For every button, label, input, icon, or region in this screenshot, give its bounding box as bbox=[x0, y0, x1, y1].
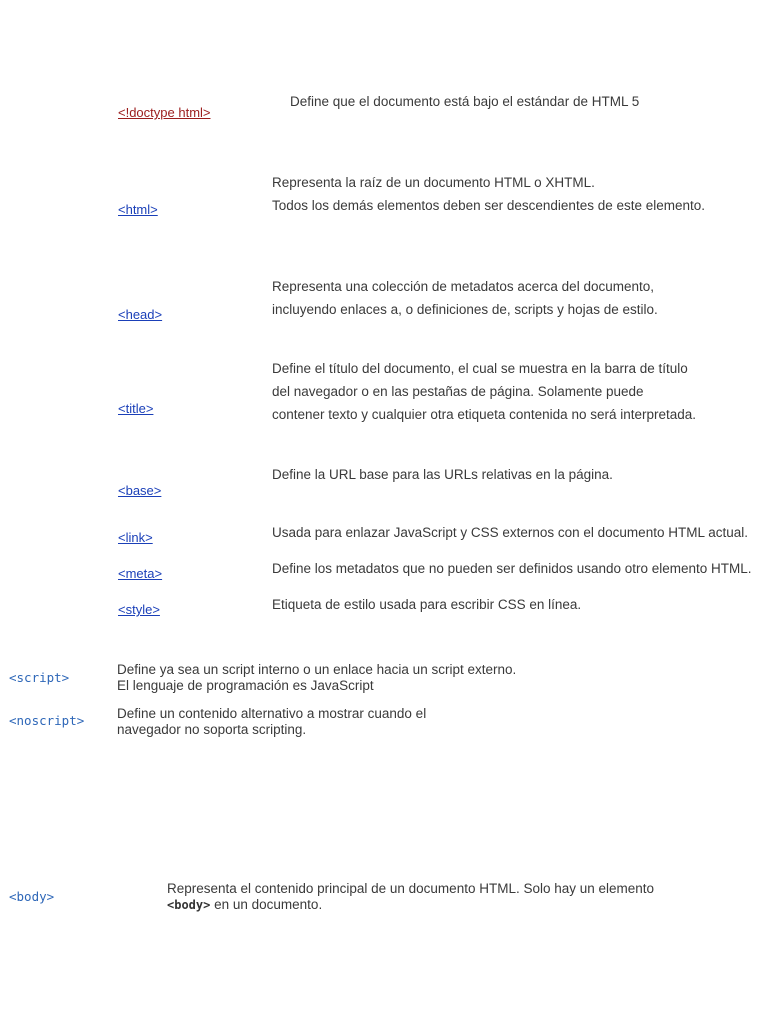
tag-html[interactable]: <html> bbox=[118, 202, 158, 217]
desc-body bbox=[167, 881, 654, 913]
desc-title bbox=[272, 357, 696, 426]
desc-line-rest: en un documento. bbox=[210, 896, 323, 912]
desc-style bbox=[272, 593, 581, 616]
tag-title[interactable]: <title> bbox=[118, 401, 154, 416]
desc-script bbox=[117, 662, 516, 693]
desc-head bbox=[272, 275, 658, 321]
desc-doctype bbox=[290, 90, 639, 113]
desc-line: Etiqueta de estilo usada para escribir CSS en línea. bbox=[272, 597, 582, 612]
inline-code-body: <body> bbox=[167, 897, 211, 912]
desc-meta bbox=[272, 557, 752, 580]
tag-noscript: <noscript> bbox=[9, 713, 85, 728]
desc-line: Define el título del documento, el cual se muestra en la barra de título bbox=[272, 361, 688, 376]
desc-line: Define un contenido alternativo a mostrar cuando el bbox=[117, 706, 427, 721]
desc-line: del navegador o en las pestañas de página. Solamente puede bbox=[272, 384, 644, 399]
tag-style[interactable]: <style> bbox=[118, 602, 160, 617]
tag-meta[interactable]: <meta> bbox=[118, 566, 163, 581]
desc-line: Representa la raíz de un documento HTML o XHTML. bbox=[272, 175, 595, 190]
tag-base[interactable]: <base> bbox=[118, 483, 162, 498]
desc-line: navegador no soporta scripting. bbox=[117, 721, 307, 737]
desc-line: incluyendo enlaces a, o definiciones de, scripts y hojas de estilo. bbox=[272, 302, 658, 317]
desc-base bbox=[272, 463, 613, 486]
desc-line: El lenguaje de programación es JavaScript bbox=[117, 677, 374, 693]
desc-line: Todos los demás elementos deben ser descendientes de este elemento. bbox=[272, 198, 706, 213]
desc-line: Define que el documento está bajo el estándar de HTML 5 bbox=[290, 94, 640, 109]
desc-line: Representa el contenido principal de un documento HTML. Solo hay un elemento bbox=[167, 881, 655, 896]
desc-line: Define ya sea un script interno o un enlace hacia un script externo. bbox=[117, 662, 517, 677]
desc-line: contener texto y cualquier otra etiqueta contenida no será interpretada. bbox=[272, 407, 697, 422]
tag-link[interactable]: <link> bbox=[118, 530, 153, 545]
desc-noscript bbox=[117, 706, 426, 737]
desc-line: Representa una colección de metadatos acerca del documento, bbox=[272, 279, 654, 294]
desc-line: Define la URL base para las URLs relativas en la página. bbox=[272, 467, 613, 482]
tag-script: <script> bbox=[9, 670, 70, 685]
desc-html bbox=[272, 171, 705, 217]
desc-link bbox=[272, 521, 748, 544]
desc-line: Define los metadatos que no pueden ser definidos usando otro elemento HTML. bbox=[272, 561, 752, 576]
tag-body: <body> bbox=[9, 889, 55, 904]
desc-line: Usada para enlazar JavaScript y CSS externos con el documento HTML actual. bbox=[272, 525, 748, 540]
tag-doctype[interactable]: <!doctype html> bbox=[118, 105, 211, 120]
tag-head[interactable]: <head> bbox=[118, 307, 163, 322]
desc-line bbox=[167, 897, 654, 914]
